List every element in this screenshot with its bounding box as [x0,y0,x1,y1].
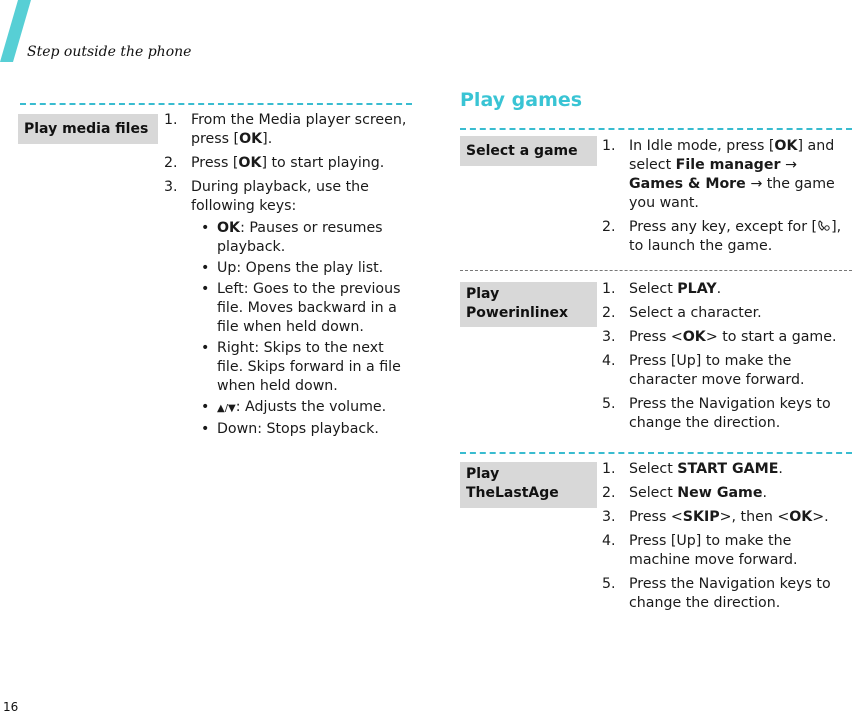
powerinlinex-step-3: 3. Press <OK> to start a game. [602,329,837,345]
powerinlinex-step-4: 4. Press [Up] to make the character move forward. [602,353,805,388]
header-title: Step outside the phone [27,44,192,60]
end-call-icon [817,219,831,232]
select-step-2: 2. Press any key, except for [ ], to launch the game. [602,219,842,254]
key-item-up: • Up: Opens the play list. [201,260,384,276]
label-play-thelastage: Play TheLastAge [460,462,597,508]
key-item-down: • Down: Stops playback. [201,421,379,437]
separator-media [20,103,412,105]
volume-keys-icon: ▲/▼ [217,403,236,414]
media-key-list [191,219,414,439]
label-play-media-files: Play media files [18,114,158,144]
separator-powerinlinex [460,270,852,271]
media-instructions [164,111,414,444]
select-step-1: 1. In Idle mode, press [OK] and select File manager → Games & More → the game you want. [602,138,835,211]
section-title-play-games: Play games [460,89,583,111]
lastage-instructions [602,460,852,618]
lastage-step-1: 1. Select START GAME. [602,461,783,477]
separator-select-game [460,128,852,130]
label-play-powerinlinex: Play Powerinlinex [460,282,597,327]
separator-lastage [460,452,852,454]
powerinlinex-step-2: 2. Select a character. [602,305,762,321]
media-step-2: 2. Press [OK] to start playing. [164,155,385,171]
powerinlinex-step-5: 5. Press the Navigation keys to change the direction. [602,396,831,431]
select-game-instructions [602,137,852,261]
lastage-step-3: 3. Press <SKIP>, then <OK>. [602,509,829,525]
lastage-step-4: 4. Press [Up] to make the machine move forward. [602,533,798,568]
key-item-right: • Right: Skips to the next file. Skips forward in a file when held down. [201,340,401,394]
lastage-step-2: 2. Select New Game. [602,485,767,501]
label-select-a-game: Select a game [460,136,597,166]
powerinlinex-instructions [602,280,852,438]
media-step-3: 3. During playback, use the following keys: • OK: Pauses or resumes playback. • Up: Opens the play list. • Left: Goes to the previous file. Moves backward in a file when held down. • Right: Skips to the next file. Skips forward in a file when held down. • ▲/▼: Adjusts the volume. • Down: Stops playback. [164,178,414,439]
key-item-ok: • OK: Pauses or resumes playback. [201,220,383,255]
page-number: 16 [3,700,19,714]
lastage-step-5: 5. Press the Navigation keys to change the direction. [602,576,831,611]
key-item-volume: • ▲/▼: Adjusts the volume. [201,399,387,415]
key-item-left: • Left: Goes to the previous file. Moves backward in a file when held down. [201,281,401,335]
powerinlinex-step-1: 1. Select PLAY. [602,281,722,297]
media-step-1: 1. From the Media player screen, press [OK]. [164,112,407,147]
